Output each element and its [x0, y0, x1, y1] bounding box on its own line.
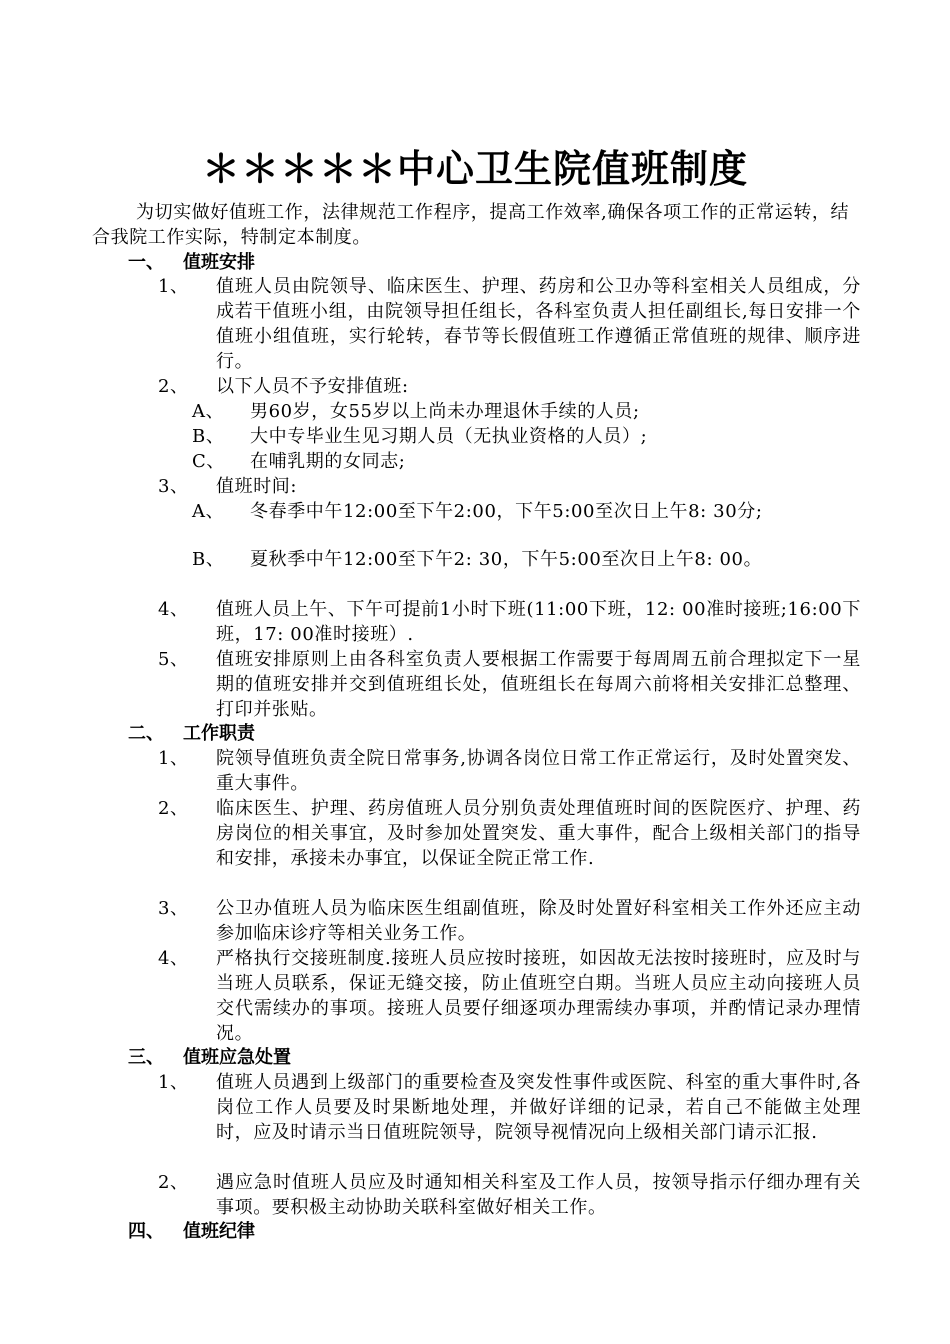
sub-item-number: A、: [192, 501, 225, 522]
document-title: ＊＊＊＊＊中心卫生院值班制度: [201, 147, 748, 191]
sub-item-text: 在哺乳期的女同志;: [250, 451, 406, 472]
section-number: 二、: [128, 723, 164, 744]
section-heading: [128, 1219, 255, 1244]
item-text: 公卫办值班人员为临床医生组副值班，除及时处置好科室相关工作外还应主动参加临床诊疗等相关业务工作。: [216, 898, 861, 944]
item-text: 值班人员遇到上级部门的重要检查及突发性事件或医院、科室的重大事件时,各岗位工作人员要及时果断地处理，并做好详细的记录，若自己不能做主处理时，应及时请示当日值班院领导，院领导视情况向上级相关部门请示汇报.: [216, 1072, 861, 1143]
item-number: 2、: [158, 1172, 189, 1193]
section-title: 工作职责: [183, 723, 255, 744]
item-number: 1、: [158, 276, 189, 297]
item-number: 1、: [158, 1072, 189, 1093]
item-text: 以下人员不予安排值班:: [216, 376, 409, 397]
sub-item-number: A、: [192, 401, 225, 422]
sub-item-number: C、: [192, 451, 225, 472]
intro-paragraph: 为切实做好值班工作，法律规范工作程序，提高工作效率,确保各项工作的正常运转，结合我院工作实际，特制定本制度。: [92, 202, 850, 248]
section-number: 三、: [128, 1047, 164, 1068]
item-number: 3、: [158, 898, 189, 919]
item-number: 4、: [158, 599, 189, 620]
sub-item-text: 大中专毕业生见习期人员（无执业资格的人员）;: [250, 426, 648, 447]
item-number: 2、: [158, 376, 189, 397]
section-title: 值班应急处置: [183, 1047, 291, 1068]
section-title: 值班纪律: [183, 1221, 255, 1242]
item-text: 值班人员由院领导、临床医生、护理、药房和公卫办等科室相关人员组成，分成若干值班小组，由院领导担任组长，各科室负责人担任副组长,每日安排一个值班小组值班，实行轮转，春节等长假值班工作遵循正常值班的规律、顺序进行。: [216, 276, 861, 372]
item-number: 5、: [158, 649, 189, 670]
sub-item-number: B、: [192, 426, 225, 447]
item-number: 4、: [158, 948, 189, 969]
sub-item-text: 夏秋季中午12:00至下午2: 30，下午5:00至次日上午8: 00。: [250, 549, 763, 570]
item-number: 3、: [158, 476, 189, 497]
item-text: 遇应急时值班人员应及时通知相关科室及工作人员，按领导指示仔细办理有关事项。要积极主动协助关联科室做好相关工作。: [216, 1172, 861, 1218]
sub-item-text: 男60岁，女55岁以上尚未办理退休手续的人员;: [250, 401, 640, 422]
item-text: 值班时间:: [216, 476, 298, 497]
section-number: 一、: [128, 252, 164, 273]
section-number: 四、: [128, 1221, 164, 1242]
item-number: 1、: [158, 748, 189, 769]
item-text: 院领导值班负责全院日常事务,协调各岗位日常工作正常运行，及时处置突发、重大事件。: [216, 748, 861, 794]
section-heading: [128, 721, 255, 746]
section-heading: [128, 1045, 291, 1070]
section-heading: [128, 250, 255, 275]
item-text: 临床医生、护理、药房值班人员分别负责处理值班时间的医院医疗、护理、药房岗位的相关事宜，及时参加处置突发、重大事件，配合上级相关部门的指导和安排，承接未办事宜，以保证全院正常工作.: [216, 798, 861, 869]
item-text: 严格执行交接班制度.接班人员应按时接班，如因故无法按时接班时，应及时与当班人员联系，保证无缝交接，防止值班空白期。当班人员应主动向接班人员交代需续办的事项。接班人员要仔细逐项办理需续办事项，并酌情记录办理情况。: [216, 948, 861, 1044]
sub-item-text: 冬春季中午12:00至下午2:00，下午5:00至次日上午8: 30分;: [250, 501, 763, 522]
sub-item-number: B、: [192, 549, 225, 570]
section-title: 值班安排: [183, 252, 255, 273]
item-number: 2、: [158, 798, 189, 819]
item-text: 值班人员上午、下午可提前1小时下班(11:00下班，12: 00准时接班;16:00下班，17: 00准时接班）.: [216, 599, 861, 645]
item-text: 值班安排原则上由各科室负责人要根据工作需要于每周周五前合理拟定下一星期的值班安排并交到值班组长处，值班组长在每周六前将相关安排汇总整理、打印并张贴。: [216, 649, 861, 720]
